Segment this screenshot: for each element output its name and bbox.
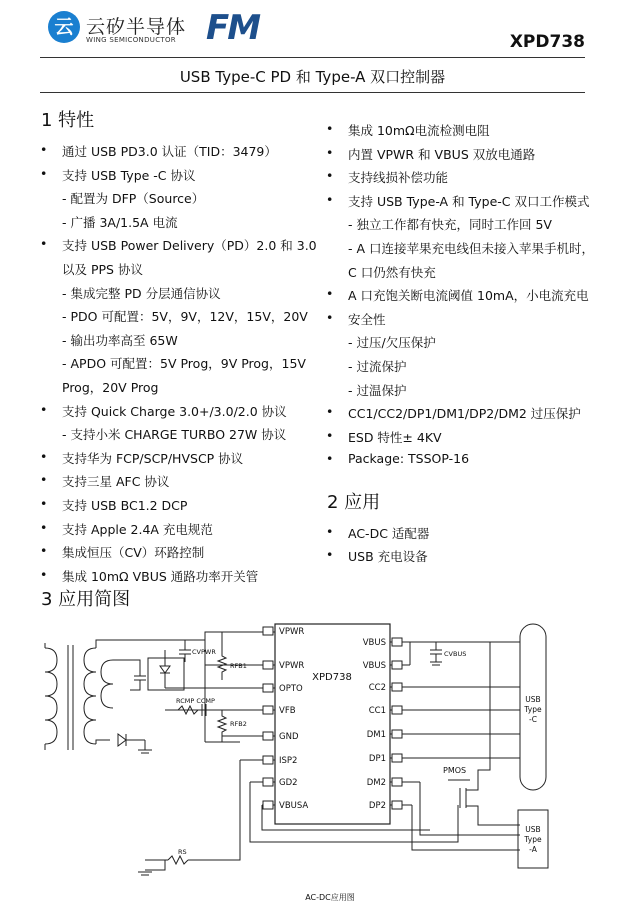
feature-item: 集成恒压（CV）环路控制: [62, 545, 205, 561]
feature-subitem: - 独立工作都有快充，同时工作回 5V: [348, 217, 552, 233]
bullet-dot: •: [40, 142, 48, 157]
pin-right-label: VBUS: [362, 638, 386, 648]
feature-item: 支持 Quick Charge 3.0+/3.0/2.0 协议: [62, 403, 287, 419]
application-diagram: [0, 610, 625, 906]
feature-subitem: - 过流保护: [348, 359, 407, 374]
bullet-dot: •: [326, 121, 334, 136]
pin-left-label: VBUSA: [279, 801, 309, 811]
pin-right-label: DM2: [366, 778, 386, 788]
pin-right-label: DM1: [366, 730, 386, 740]
bullet-dot: •: [326, 168, 334, 184]
pin-right-label: DP1: [368, 754, 386, 764]
feature-subitem: - 支持小米 CHARGE TURBO 27W 协议: [62, 427, 287, 443]
pin-left-label: VPWR: [279, 661, 305, 671]
bullet-dot: •: [40, 165, 48, 181]
bullet-dot: •: [40, 472, 48, 488]
feature-item: 支持华为 FCP/SCP/HVSCP 协议: [62, 450, 244, 466]
feature-item: 支持 USB Type-A 和 Type-C 双口工作模式: [348, 193, 590, 209]
chip-name: XPD738: [312, 672, 352, 683]
doc-title: USB Type-C PD 和 Type-A 双口控制器: [179, 68, 446, 86]
application-item: USB 充电设备: [348, 549, 428, 564]
feature-subitem: - 输出功率高至 65W: [62, 332, 178, 348]
usba-label-3: -A: [529, 845, 537, 854]
bullet-dot: •: [40, 401, 48, 417]
bullet-dot: •: [326, 451, 334, 467]
bullet-dot: •: [40, 519, 48, 535]
feature-item: 集成 10mΩ电流检测电阻: [348, 123, 490, 138]
pin-left-label: GND: [279, 732, 299, 742]
pin-left-label: ISP2: [279, 756, 298, 766]
feature-item: 支持 USB Power Delivery（PD）2.0 和 3.0: [62, 238, 317, 254]
pin-left-label: VPWR: [279, 627, 305, 637]
bullet-dot: •: [40, 543, 48, 559]
usbc-label-2: Type: [524, 705, 542, 714]
company-logo-glyph: 云: [54, 16, 74, 38]
bullet-dot: •: [40, 566, 48, 582]
label-cvbus: CVBUS: [444, 650, 467, 658]
feature-item: 支持三星 AFC 协议: [62, 474, 170, 490]
pin-left-label: VFB: [279, 706, 296, 716]
usba-label-1: USB: [525, 825, 541, 834]
pin-right-label: CC1: [368, 706, 386, 716]
title-divider: [40, 92, 585, 93]
feature-subitem: - 配置为 DFP（Source）: [62, 191, 205, 207]
part-number: XPD738: [509, 32, 585, 52]
diagram-title: 3 应用简图: [41, 589, 131, 610]
feature-item: 集成 10mΩ VBUS 通路功率开关管: [62, 568, 259, 584]
pin-left-label: OPTO: [279, 684, 303, 694]
company-logo: [48, 11, 80, 43]
usbc-label-3: -C: [529, 715, 537, 724]
bullet-dot: •: [326, 524, 334, 539]
feature-subitem: - 过温保护: [348, 382, 407, 398]
bullet-dot: •: [40, 496, 48, 511]
application-title: 2 应用: [327, 492, 381, 513]
feature-item: 安全性: [348, 311, 386, 327]
label-rcmp-ccmp: RCMP CCMP: [176, 697, 215, 705]
feature-subitem: C 口仍然有快充: [348, 264, 436, 280]
feature-item: 通过 USB PD3.0 认证（TID：3479）: [62, 144, 277, 159]
diagram-caption: AC-DC应用图: [305, 893, 355, 902]
feature-subitem: - A 口连接苹果充电线但未接入苹果手机时，: [348, 241, 595, 256]
bullet-dot: •: [40, 448, 48, 464]
bullet-dot: •: [326, 547, 334, 562]
bullet-dot: •: [326, 286, 334, 302]
feature-subitem: Prog，20V Prog: [62, 380, 159, 395]
feature-item: 支持 Apple 2.4A 充电规范: [62, 521, 213, 537]
feature-item: 支持 USB BC1.2 DCP: [62, 498, 188, 513]
bullet-dot: •: [326, 144, 334, 160]
header-divider: [40, 57, 585, 58]
feature-item: 内置 VPWR 和 VBUS 双放电通路: [348, 146, 536, 162]
feature-subitem: 以及 PPS 协议: [62, 262, 143, 277]
brand-logo: FM: [206, 8, 260, 48]
company-name: 云矽半导体: [86, 16, 187, 38]
feature-item: 支持线损补偿功能: [348, 170, 449, 186]
pin-left-label: GD2: [279, 778, 298, 788]
label-rfb2: RFB2: [230, 720, 247, 728]
usbc-label-1: USB: [525, 695, 541, 704]
features-title: 1 特性: [41, 110, 95, 131]
label-rfb1: RFB1: [230, 662, 247, 670]
pin-right-label: DP2: [368, 801, 386, 811]
feature-subitem: - PDO 可配置：5V，9V，12V，15V，20V: [62, 309, 308, 325]
label-pmos: PMOS: [443, 766, 467, 775]
feature-subitem: - 过压/欠压保护: [348, 335, 436, 351]
feature-item: 支持 USB Type -C 协议: [62, 167, 196, 183]
company-subtitle: WING SEMICONDUCTOR: [86, 36, 176, 44]
bullet-dot: •: [326, 427, 334, 443]
feature-subitem: - APDO 可配置：5V Prog，9V Prog，15V: [62, 356, 306, 372]
feature-item: Package: TSSOP-16: [348, 451, 470, 467]
application-item: AC-DC 适配器: [348, 526, 430, 541]
bullet-dot: •: [326, 404, 334, 420]
pin-right-label: VBUS: [362, 661, 386, 671]
bullet-dot: •: [326, 309, 334, 325]
bullet-dot: •: [326, 191, 334, 207]
pin-right-label: CC2: [368, 683, 386, 693]
bullet-dot: •: [40, 236, 48, 252]
usba-label-2: Type: [524, 835, 542, 844]
feature-subitem: - 广播 3A/1.5A 电流: [62, 214, 178, 230]
feature-item: CC1/CC2/DP1/DM1/DP2/DM2 过压保护: [348, 406, 581, 422]
feature-subitem: - 集成完整 PD 分层通信协议: [62, 285, 221, 301]
label-cvpwr: CVPWR: [192, 648, 216, 656]
feature-item: A 口充饱关断电流阈值 10mA，小电流充电: [348, 288, 589, 304]
feature-item: ESD 特性± 4KV: [348, 429, 442, 445]
label-rs: RS: [178, 848, 187, 856]
